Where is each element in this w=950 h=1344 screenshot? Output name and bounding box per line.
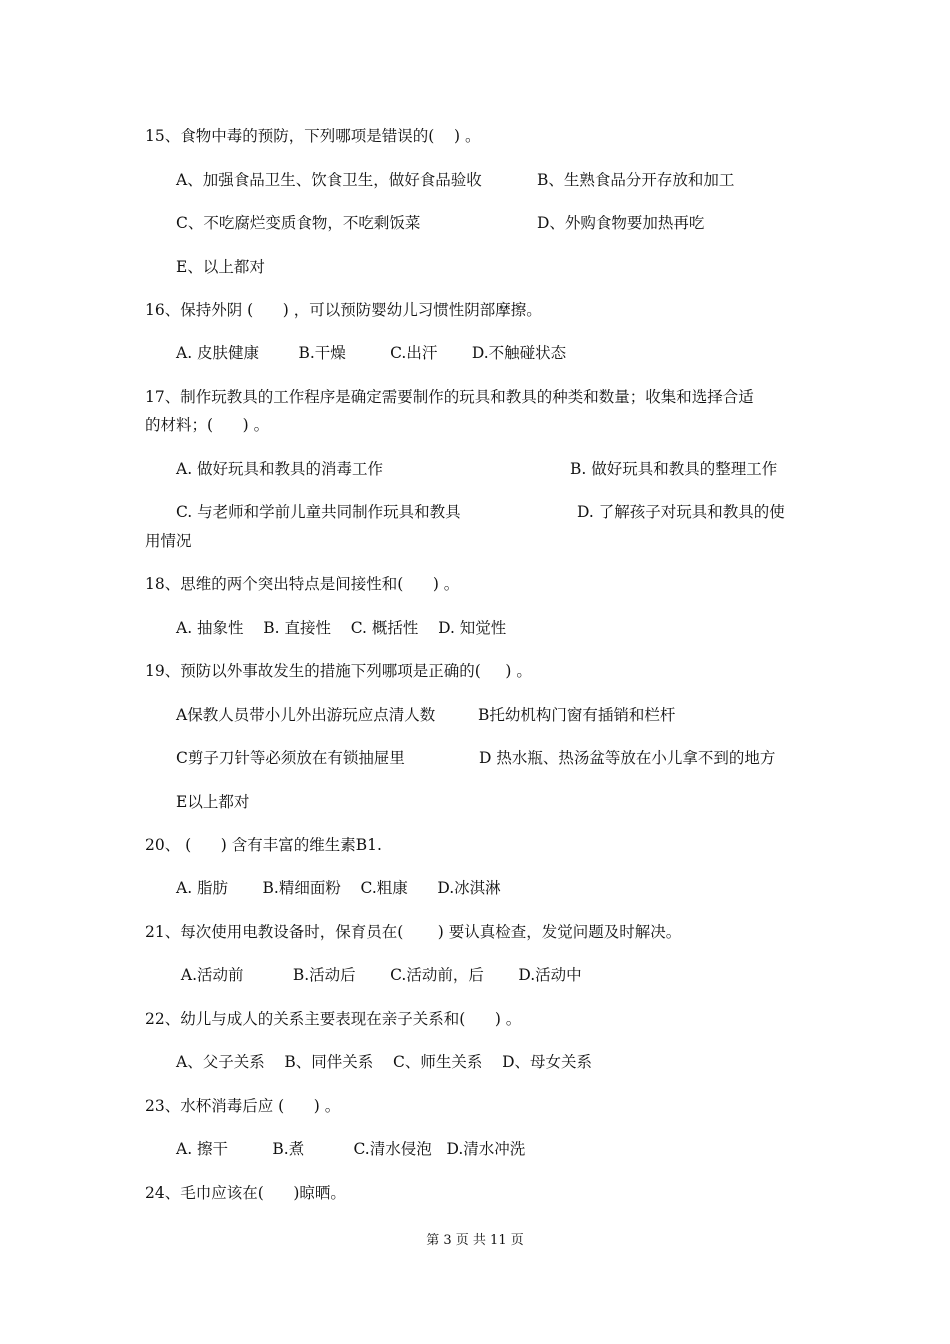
page-footer: 第 3 页 共 11 页 <box>426 1233 524 1248</box>
question-19-option-e: E以上都对 <box>176 793 250 811</box>
question-15-option-d: D、外购食物要加热再吃 <box>537 214 705 232</box>
question-17-option-d-continued: 用情况 <box>145 532 192 550</box>
question-19-option-b: B托幼机构门窗有插销和栏杆 <box>478 706 676 724</box>
question-18-options: A. 抽象性 B. 直接性 C. 概括性 D. 知觉性 <box>176 619 507 637</box>
question-17-option-c: C. 与老师和学前儿童共同制作玩具和教具 <box>176 503 461 521</box>
question-22-options: A、父子关系 B、同伴关系 C、师生关系 D、母女关系 <box>176 1053 592 1071</box>
question-17-option-d: D. 了解孩子对玩具和教具的使 <box>577 503 785 521</box>
question-19-option-c: C剪子刀针等必须放在有锁抽屉里 <box>176 749 405 767</box>
question-17-stem-line2: 的材料；( ) 。 <box>145 416 270 434</box>
question-16-stem: 16、保持外阴 ( ) ，可以预防婴幼儿习惯性阴部摩擦。 <box>145 301 542 319</box>
question-23-stem: 23、水杯消毒后应 ( ) 。 <box>145 1097 341 1115</box>
question-24-stem: 24、毛巾应该在( )晾晒。 <box>145 1184 346 1202</box>
question-17-option-b: B. 做好玩具和教具的整理工作 <box>570 460 778 478</box>
question-19-option-d: D 热水瓶、热汤盆等放在小儿拿不到的地方 <box>479 749 776 767</box>
question-19-stem: 19、预防以外事故发生的措施下列哪项是正确的( ) 。 <box>145 662 532 680</box>
question-21-options: A.活动前 B.活动后 C.活动前，后 D.活动中 <box>176 966 582 984</box>
question-16-options: A. 皮肤健康 B.干燥 C.出汗 D.不触碰状态 <box>176 344 567 362</box>
question-23-options: A. 擦干 B.煮 C.清水侵泡 D.清水冲洗 <box>176 1140 526 1158</box>
question-17-stem-line1: 17、制作玩教具的工作程序是确定需要制作的玩具和教具的种类和数量；收集和选择合适 <box>145 388 754 406</box>
question-15-option-b: B、生熟食品分开存放和加工 <box>537 171 735 189</box>
question-15-option-c: C、不吃腐烂变质食物，不吃剩饭菜 <box>176 214 421 232</box>
question-21-stem: 21、每次使用电教设备时，保育员在( ) 要认真检查，发觉问题及时解决。 <box>145 923 682 941</box>
question-20-options: A. 脂肪 B.精细面粉 C.粗康 D.冰淇淋 <box>176 879 501 897</box>
question-17-option-a: A. 做好玩具和教具的消毒工作 <box>176 460 384 478</box>
question-15-stem: 15、食物中毒的预防，下列哪项是错误的( ) 。 <box>145 127 481 145</box>
question-18-stem: 18、思维的两个突出特点是间接性和( ) 。 <box>145 575 460 593</box>
question-22-stem: 22、幼儿与成人的关系主要表现在亲子关系和( ) 。 <box>145 1010 522 1028</box>
question-15-option-e: E、以上都对 <box>176 258 265 276</box>
question-20-stem: 20、 ( ) 含有丰富的维生素B1. <box>145 836 382 854</box>
question-19-option-a: A保教人员带小儿外出游玩应点清人数 <box>176 706 436 724</box>
question-15-option-a: A、加强食品卫生、饮食卫生，做好食品验收 <box>176 171 482 189</box>
